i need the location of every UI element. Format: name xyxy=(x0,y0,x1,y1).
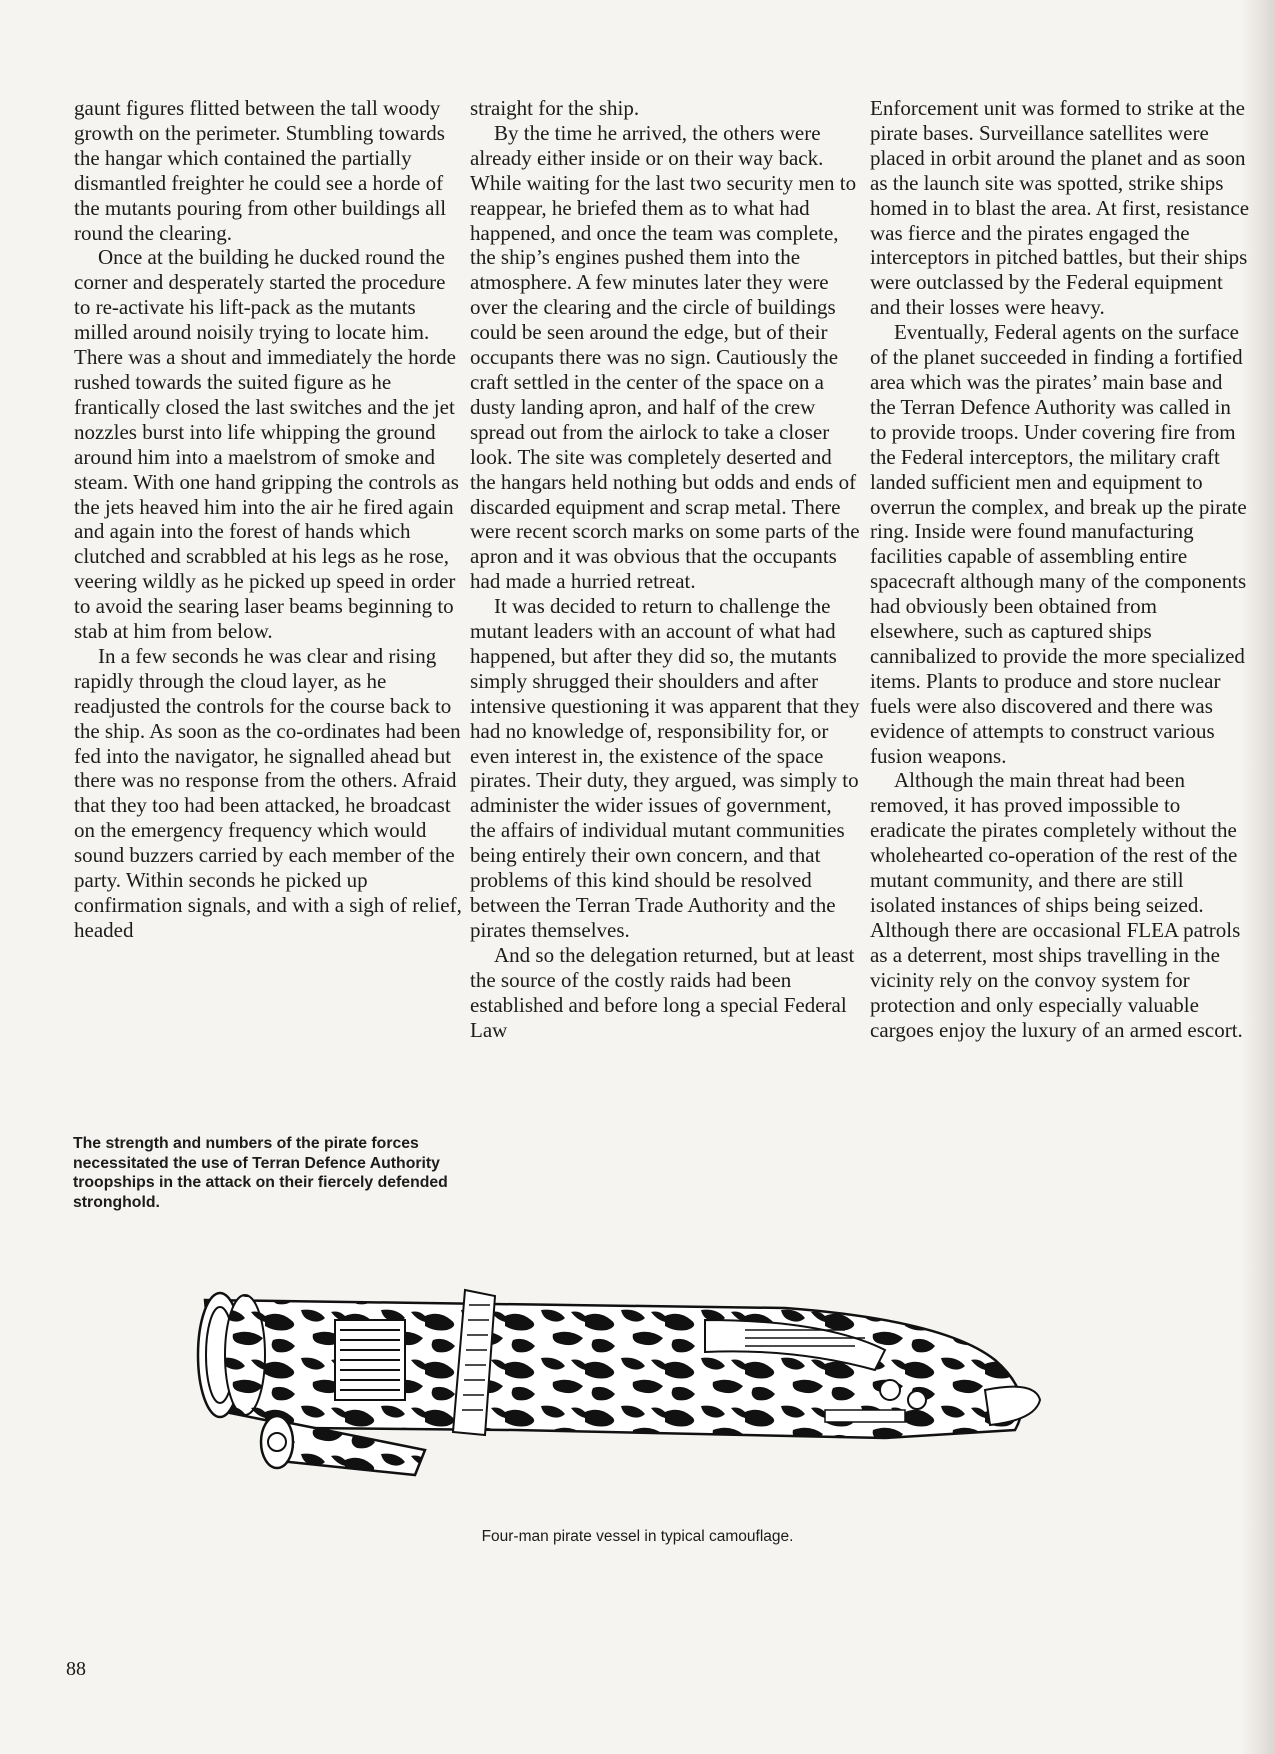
paragraph: Eventually, Federal agents on the surface of the planet succeeded in finding a fortified area which was the pirates’ main base and the Terran Defence Authority was called in to provide troops. Under covering fire from the Federal interceptors, the military craft landed sufficient men and equipment to overrun the complex, and break up the pirate ring. Inside were found manufacturing facilities capable of assembling entire spacecraft although many of the components had obviously been obtained from elsewhere, such as captured ships cannibalized to provide the more specialized items. Plants to produce and store nuclear fuels were also discovered and there was evidence of attempts to construct various fusion weapons. xyxy=(870,320,1247,768)
paragraph: Once at the building he ducked round the corner and desperately started the procedure to re-activate his lift-pack as the mutants milled around noisily trying to locate him. There was a shout and immediately the horde rushed towards the suited figure as he frantically closed the last switches and the jet nozzles burst into life whipping the ground around him into a maelstrom of smoke and steam. With one hand gripping the controls as the jets heaved him into the air he fired again and again into the forest of hands which clutched and scrabbled at his legs as he rose, veering wildly as he picked up speed in order to avoid the searing laser beams beginning to stab at him from below. xyxy=(74,245,459,644)
text-column-right xyxy=(870,96,1250,1042)
text-column-left xyxy=(74,96,466,943)
pirate-vessel-illustration xyxy=(185,1260,1165,1510)
paragraph: And so the delegation returned, but at least the source of the costly raids had been established and before long a special Federal Law xyxy=(470,942,855,1042)
text-column-middle xyxy=(470,96,862,1042)
paragraph: straight for the ship. xyxy=(470,96,640,120)
paragraph: Enforcement unit was formed to strike at the pirate bases. Surveillance satellites were placed in orbit around the planet and as soon as the launch site was spotted, strike ships homed in to blast the area. At first, resistance was fierce and the pirates engaged the interceptors in pitched battles, but their ships were outclassed by the Federal equipment and their losses were heavy. xyxy=(870,96,1250,320)
paragraph: It was decided to return to challenge the mutant leaders with an account of what had happened, but after they did so, the mutants simply shrugged their shoulders and after intensive questioning it was apparent that they had no knowledge of, responsibility for, or even interest in, the existence of the space pirates. Their duty, they argued, was simply to administer the wider issues of government, the affairs of individual mutant communities being entirely their own concern, and that problems of this kind should be resolved between the Terran Trade Authority and the pirates themselves. xyxy=(470,594,860,942)
caption-pirate-forces: The strength and numbers of the pirate forces necessitated the use of Terran Defence Authority troopships in the attack on their fiercely defended stronghold. xyxy=(73,1135,448,1211)
paragraph: Although the main threat had been removed, it has proved impossible to eradicate the pirates completely without the wholehearted co-operation of the rest of the mutant community, and there are still isolated instances of ships being seized. Although there are occasional FLEA patrols as a deterrent, most ships travelling in the vicinity rely on the convoy system for protection and only especially valuable cargoes enjoy the luxury of an armed escort. xyxy=(870,768,1243,1042)
paragraph: gaunt figures flitted between the tall woody growth on the perimeter. Stumbling towards the hangar which contained the partially dismantled freighter he could see a horde of the mutants pouring from other buildings all round the clearing. xyxy=(74,96,447,245)
page-number: 88 xyxy=(66,1658,86,1680)
paragraph: In a few seconds he was clear and rising rapidly through the cloud layer, as he readjusted the controls for the course back to the ship. As soon as the co-ordinates had been fed into the navigator, he signalled ahead but there was no response from the others. Afraid that they too had been attacked, he broadcast on the emergency frequency which would sound buzzers carried by each member of the party. Within seconds he picked up confirmation signals, and with a sigh of relief, headed xyxy=(74,643,462,942)
caption-vessel: Four-man pirate vessel in typical camouflage. xyxy=(481,1528,794,1545)
paragraph: By the time he arrived, the others were already either inside or on their way back. While waiting for the last two security men to reappear, he briefed them as to what had happened, and once the team was complete, the ship’s engines pushed them into the atmosphere. A few minutes later they were over the clearing and the circle of buildings could be seen around the edge, but of their occupants there was no sign. Cautiously the craft settled in the center of the space on a dusty landing apron, and half of the crew spread out from the airlock to take a closer look. The site was completely deserted and the hangars held nothing but odds and ends of discarded equipment and scrap metal. There were recent scorch marks on some parts of the apron and it was obvious that the occupants had made a hurried retreat. xyxy=(470,120,860,594)
